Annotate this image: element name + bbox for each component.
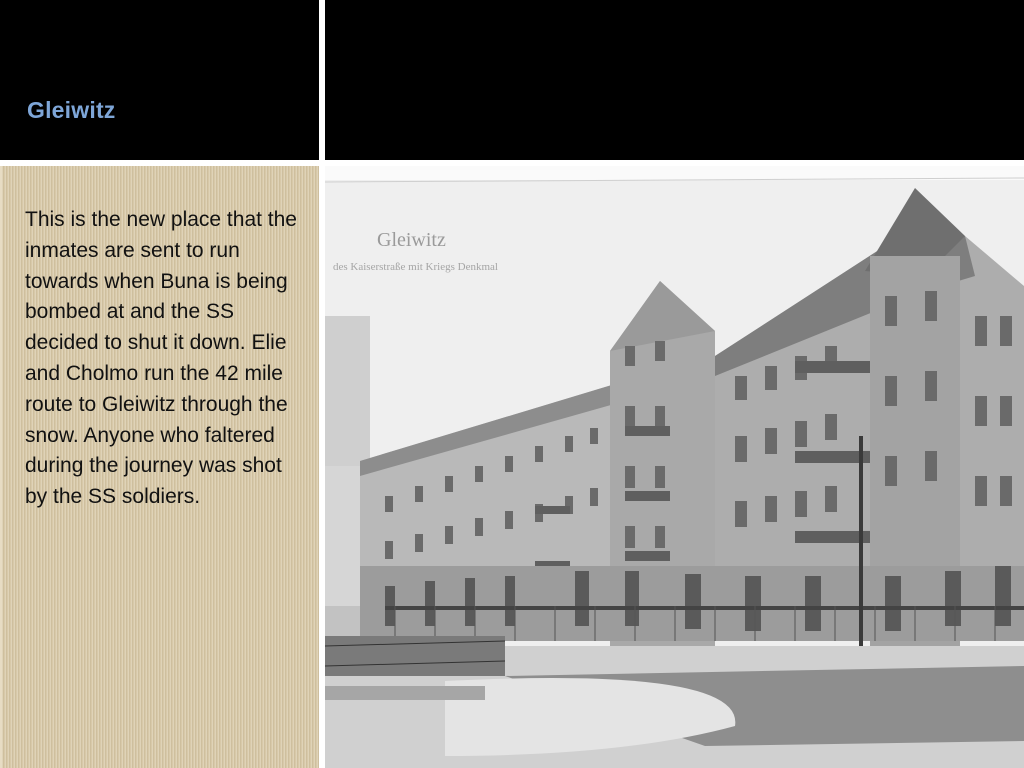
- photo-caption-title: Gleiwitz: [377, 229, 446, 251]
- photo-caption-subtitle: des Kaiserstraße mit Kriegs Denkmal: [333, 261, 498, 273]
- gleiwitz-photo-illustration: [325, 166, 1024, 768]
- text-panel: [0, 166, 319, 768]
- title-panel: [0, 0, 319, 160]
- header-black-panel: [325, 0, 1024, 160]
- body-text: This is the new place that the inmates are sent to run towards when Buna is being bombed at and the SS decided to shut it down. Elie and Cholmo run the 42 mile route to Gleiwitz through the snow. Anyone who faltered during the journey was shot by the SS soldiers.: [25, 208, 297, 509]
- gleiwitz-photo: [325, 166, 1024, 768]
- slide-title: Gleiwitz: [27, 97, 116, 123]
